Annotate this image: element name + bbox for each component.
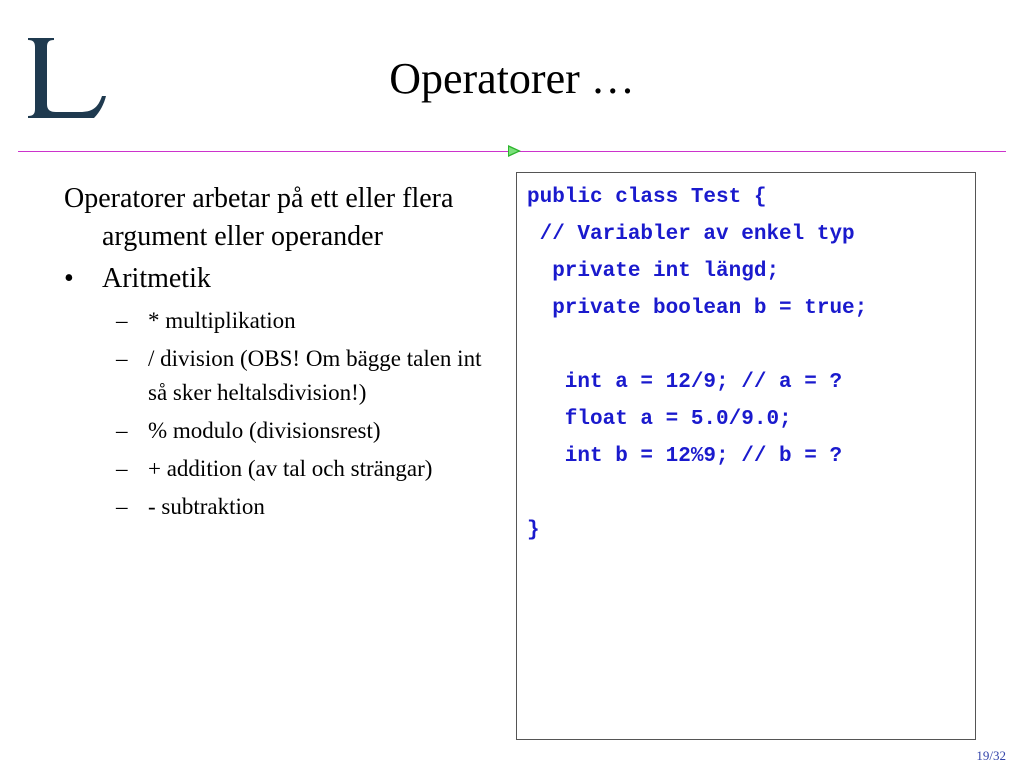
list-item xyxy=(64,414,484,448)
list-item-text: % modulo (divisionsrest) xyxy=(148,418,381,443)
list-item xyxy=(64,342,484,410)
dash-marker: – xyxy=(116,308,128,333)
dash-marker: – xyxy=(116,346,128,371)
bullet-label: Aritmetik xyxy=(102,263,211,294)
list-item-text: - subtraktion xyxy=(148,494,265,519)
list-item xyxy=(64,304,484,338)
slide-title: Operatorer … xyxy=(389,54,635,103)
dash-marker: – xyxy=(116,494,128,519)
intro-paragraph: Operatorer arbetar på ett eller flera argument eller operander xyxy=(64,183,454,252)
code-box xyxy=(516,172,976,740)
list-item-text: * multiplikation xyxy=(148,308,296,333)
code-listing: public class Test { // Variabler av enkel typ private int längd; private boolean b = true; int a = 12/9; // a = ? float a = 5.0/9.0; int b = 12%9; // b = ? } xyxy=(527,186,868,542)
dash-marker: – xyxy=(116,418,128,443)
bullet-aritmetik xyxy=(64,260,484,298)
operator-list xyxy=(64,304,484,524)
slide-text-column xyxy=(64,180,484,528)
list-item-text: / division (OBS! Om bägge talen int så sker heltalsdivision!) xyxy=(148,346,482,405)
list-item-text: + addition (av tal och strängar) xyxy=(148,456,433,481)
page-number: 19/32 xyxy=(976,748,1006,763)
bullet-marker: • xyxy=(64,263,74,294)
play-arrow-highlight xyxy=(509,147,518,155)
dash-marker: – xyxy=(116,456,128,481)
list-item xyxy=(64,490,484,524)
list-item xyxy=(64,452,484,486)
